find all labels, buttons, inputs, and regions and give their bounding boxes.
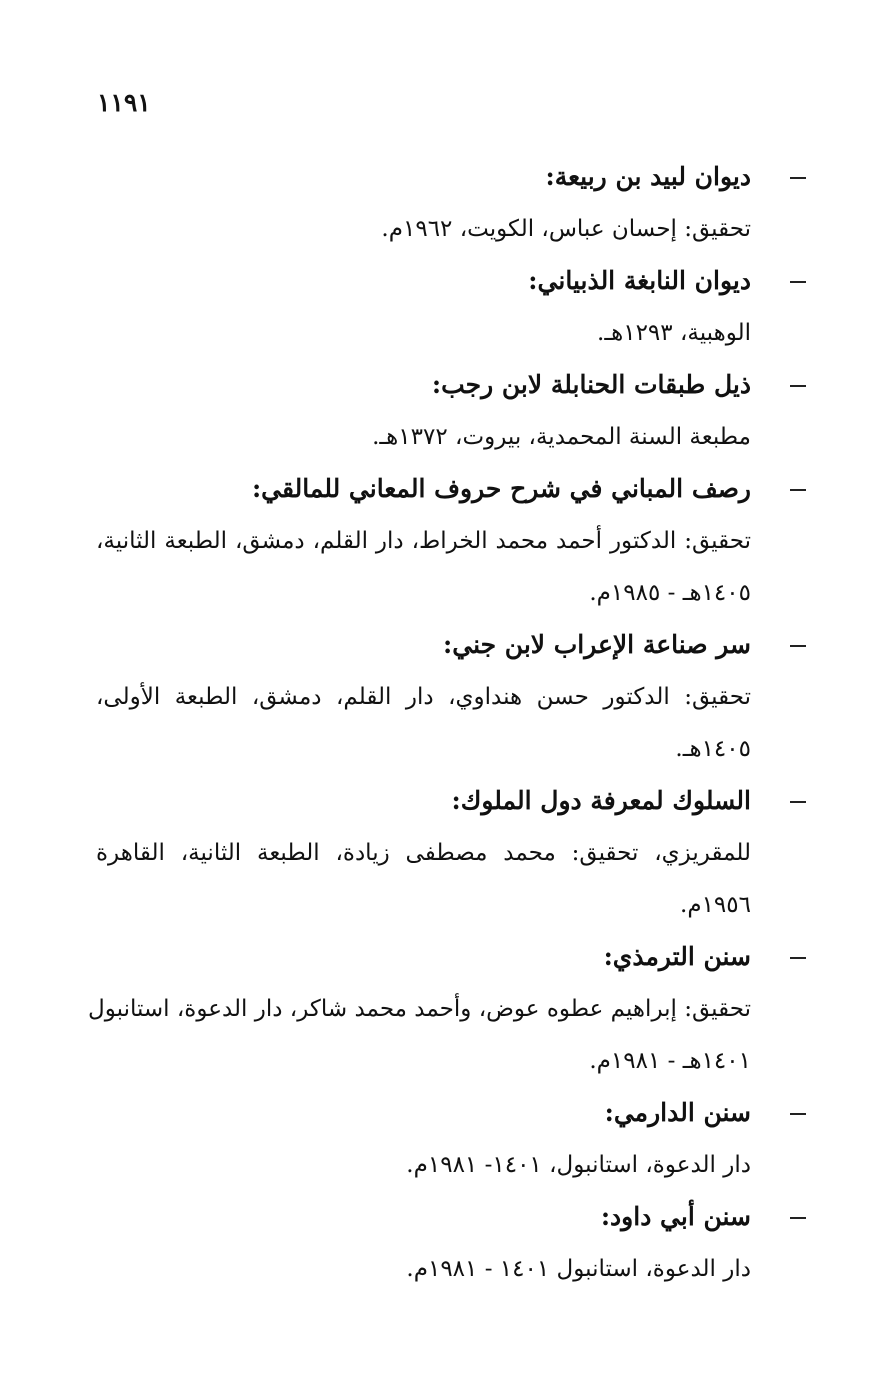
entry-title: ديوان لبيد بن ربيعة: xyxy=(545,162,751,191)
dash-bullet xyxy=(790,259,806,311)
entry-line: دار الدعوة، استانبول، ١٤٠١- ١٩٨١م. xyxy=(406,1152,751,1178)
entry-title: ذيل طبقات الحنابلة لابن رجب: xyxy=(431,370,751,399)
entry-line: ١٤٠٥هـ. xyxy=(675,736,751,762)
dash-bullet xyxy=(790,935,806,987)
dash-bullet xyxy=(790,155,806,207)
entry-title: سنن أبي داود: xyxy=(600,1202,751,1231)
bibliography-entry xyxy=(96,467,751,623)
bibliography-entry xyxy=(96,363,751,467)
page-number: ١١٩١ xyxy=(97,88,151,117)
entry-line: مطبعة السنة المحمدية، بيروت، ١٣٧٢هـ. xyxy=(372,424,751,450)
bibliography-entry xyxy=(96,623,751,779)
dash-bullet xyxy=(790,623,806,675)
entry-line: تحقيق: الدكتور حسن هنداوي، دار القلم، دمشق، الطبعة الأولى، xyxy=(96,684,751,710)
entry-title: سنن الدارمي: xyxy=(604,1098,751,1127)
entry-line: تحقيق: إبراهيم عطوه عوض، وأحمد محمد شاكر، دار الدعوة، استانبول xyxy=(88,996,751,1022)
entry-line: تحقيق: إحسان عباس، الكويت، ١٩٦٢م. xyxy=(381,216,751,242)
entry-title: ديوان النابغة الذبياني: xyxy=(528,266,751,295)
entry-line: ١٩٥٦م. xyxy=(680,892,751,918)
entry-title: رصف المباني في شرح حروف المعاني للمالقي: xyxy=(251,474,751,503)
bibliography-entry xyxy=(96,779,751,935)
bibliography-entry xyxy=(96,1195,751,1299)
bibliography-entry xyxy=(96,259,751,363)
entry-line: الوهبية، ١٢٩٣هـ. xyxy=(597,320,751,346)
entry-line: للمقريزي، تحقيق: محمد مصطفى زيادة، الطبعة الثانية، القاهرة xyxy=(96,840,751,866)
bibliography-entry xyxy=(88,935,751,1091)
entry-line: ١٤٠٥هـ - ١٩٨٥م. xyxy=(589,580,751,606)
bibliography-entry xyxy=(96,155,751,259)
dash-bullet xyxy=(790,467,806,519)
entry-line: ١٤٠١هـ - ١٩٨١م. xyxy=(589,1048,751,1074)
dash-bullet xyxy=(790,1091,806,1143)
dash-bullet xyxy=(790,1195,806,1247)
bibliography-entry xyxy=(96,1091,751,1195)
entry-line: دار الدعوة، استانبول ١٤٠١ - ١٩٨١م. xyxy=(406,1256,751,1282)
entry-title: سنن الترمذي: xyxy=(603,942,751,971)
dash-bullet xyxy=(790,363,806,415)
entry-title: السلوك لمعرفة دول الملوك: xyxy=(451,786,751,815)
entry-line: تحقيق: الدكتور أحمد محمد الخراط، دار القلم، دمشق، الطبعة الثانية، xyxy=(96,528,751,554)
dash-bullet xyxy=(790,779,806,831)
bibliography-list xyxy=(88,155,751,1299)
entry-title: سر صناعة الإعراب لابن جني: xyxy=(443,630,751,659)
